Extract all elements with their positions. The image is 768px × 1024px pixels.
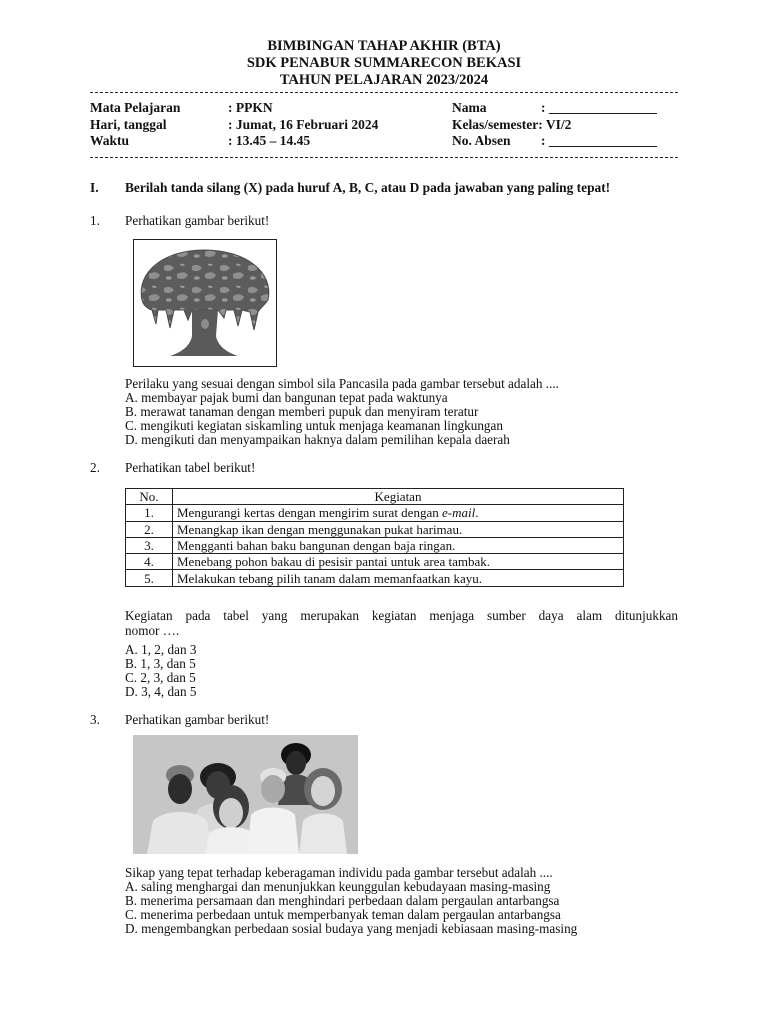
table-cell-no: 5. [126, 570, 173, 586]
header-school: SDK PENABUR SUMMARECON BEKASI [246, 55, 522, 71]
q3-option-b[interactable]: B. menerima persamaan dan menghindari perbedaan dalam pergaulan antarbangsa [125, 893, 560, 908]
q1-number: 1. [90, 213, 100, 228]
name-label: Nama [452, 100, 487, 115]
section-number: I. [90, 180, 99, 195]
group-photo [133, 735, 358, 854]
q3-number: 3. [90, 712, 100, 727]
table-header-kegiatan: Kegiatan [173, 489, 624, 505]
table-row [126, 505, 624, 521]
table-header-no: No. [126, 489, 173, 505]
table-cell-kegiatan: Melakukan tebang pilih tanam dalam memanfaatkan kayu. [173, 570, 624, 586]
q1-option-c[interactable]: C. mengikuti kegiatan siskamling untuk menjaga keamanan lingkungan [125, 418, 503, 433]
divider-bottom [90, 157, 678, 158]
table-cell-kegiatan: Menebang pohon bakau di pesisir pantai untuk area tambak. [173, 554, 624, 570]
subject-label: Mata Pelajaran [90, 100, 181, 115]
section-instruction: Berilah tanda silang (X) pada huruf A, B, C, atau D pada jawaban yang paling tepat! [125, 180, 611, 195]
table-row [126, 521, 624, 537]
date-value: : Jumat, 16 Februari 2024 [228, 117, 379, 132]
q3-option-d[interactable]: D. mengembangkan perbedaan sosial budaya yang menjadi kebiasaan masing-masing [125, 921, 578, 936]
q2-number: 2. [90, 460, 100, 475]
table-cell-no: 3. [126, 537, 173, 553]
table-header-row [126, 489, 624, 505]
date-label: Hari, tanggal [90, 117, 167, 132]
q2-question-line1: Kegiatan pada tabel yang merupakan kegiatan menjaga sumber daya alam ditunjukkan [125, 608, 678, 623]
divider-top [90, 92, 678, 93]
q2-prompt: Perhatikan tabel berikut! [125, 460, 256, 475]
tree-icon [133, 239, 277, 367]
table-cell-kegiatan: Mengganti bahan baku bangunan dengan baja ringan. [173, 537, 624, 553]
q1-prompt: Perhatikan gambar berikut! [125, 213, 270, 228]
q3-option-c[interactable]: C. menerima perbedaan untuk memperbanyak teman dalam pergaulan antarbangsa [125, 907, 561, 922]
q1-option-a[interactable]: A. membayar pajak bumi dan bangunan tepat pada waktunya [125, 390, 448, 405]
table-row [126, 554, 624, 570]
time-value: : 13.45 – 14.45 [228, 133, 311, 148]
absen-label: No. Absen [452, 133, 511, 148]
name-field[interactable]: : ________________ [541, 100, 657, 115]
activity-table [125, 488, 624, 587]
table-cell-no: 1. [126, 505, 173, 521]
q1-option-d[interactable]: D. mengikuti dan menyampaikan haknya dalam pemilihan kepala daerah [125, 432, 510, 447]
absen-field[interactable]: : ________________ [541, 133, 657, 148]
q3-question: Sikap yang tepat terhadap keberagaman individu pada gambar tersebut adalah .... [125, 865, 553, 880]
q2-question-line2: nomor …. [125, 623, 180, 638]
q3-prompt: Perhatikan gambar berikut! [125, 712, 270, 727]
table-cell-no: 4. [126, 554, 173, 570]
header-title: BIMBINGAN TAHAP AKHIR (BTA) [267, 38, 501, 54]
q2-option-b[interactable]: B. 1, 3, dan 5 [125, 656, 196, 671]
table-row [126, 537, 624, 553]
header-year: TAHUN PELAJARAN 2023/2024 [279, 72, 489, 88]
q1-option-b[interactable]: B. merawat tanaman dengan memberi pupuk dan menyiram teratur [125, 404, 479, 419]
table-cell-no: 2. [126, 521, 173, 537]
time-label: Waktu [90, 133, 130, 148]
q1-question: Perilaku yang sesuai dengan simbol sila Pancasila pada gambar tersebut adalah .... [125, 376, 559, 391]
subject-value: : PPKN [228, 100, 273, 115]
q2-option-a[interactable]: A. 1, 2, dan 3 [125, 642, 197, 657]
q2-option-c[interactable]: C. 2, 3, dan 5 [125, 670, 196, 685]
q2-option-d[interactable]: D. 3, 4, dan 5 [125, 684, 197, 699]
table-cell-kegiatan: Menangkap ikan dengan menggunakan pukat harimau. [173, 521, 624, 537]
table-row [126, 570, 624, 586]
q3-option-a[interactable]: A. saling menghargai dan menunjukkan keunggulan kebudayaan masing-masing [125, 879, 551, 894]
class-label: Kelas/semester: VI/2 [452, 117, 572, 132]
table-cell-kegiatan: Mengurangi kertas dengan mengirim surat dengan e-mail. [173, 505, 624, 521]
